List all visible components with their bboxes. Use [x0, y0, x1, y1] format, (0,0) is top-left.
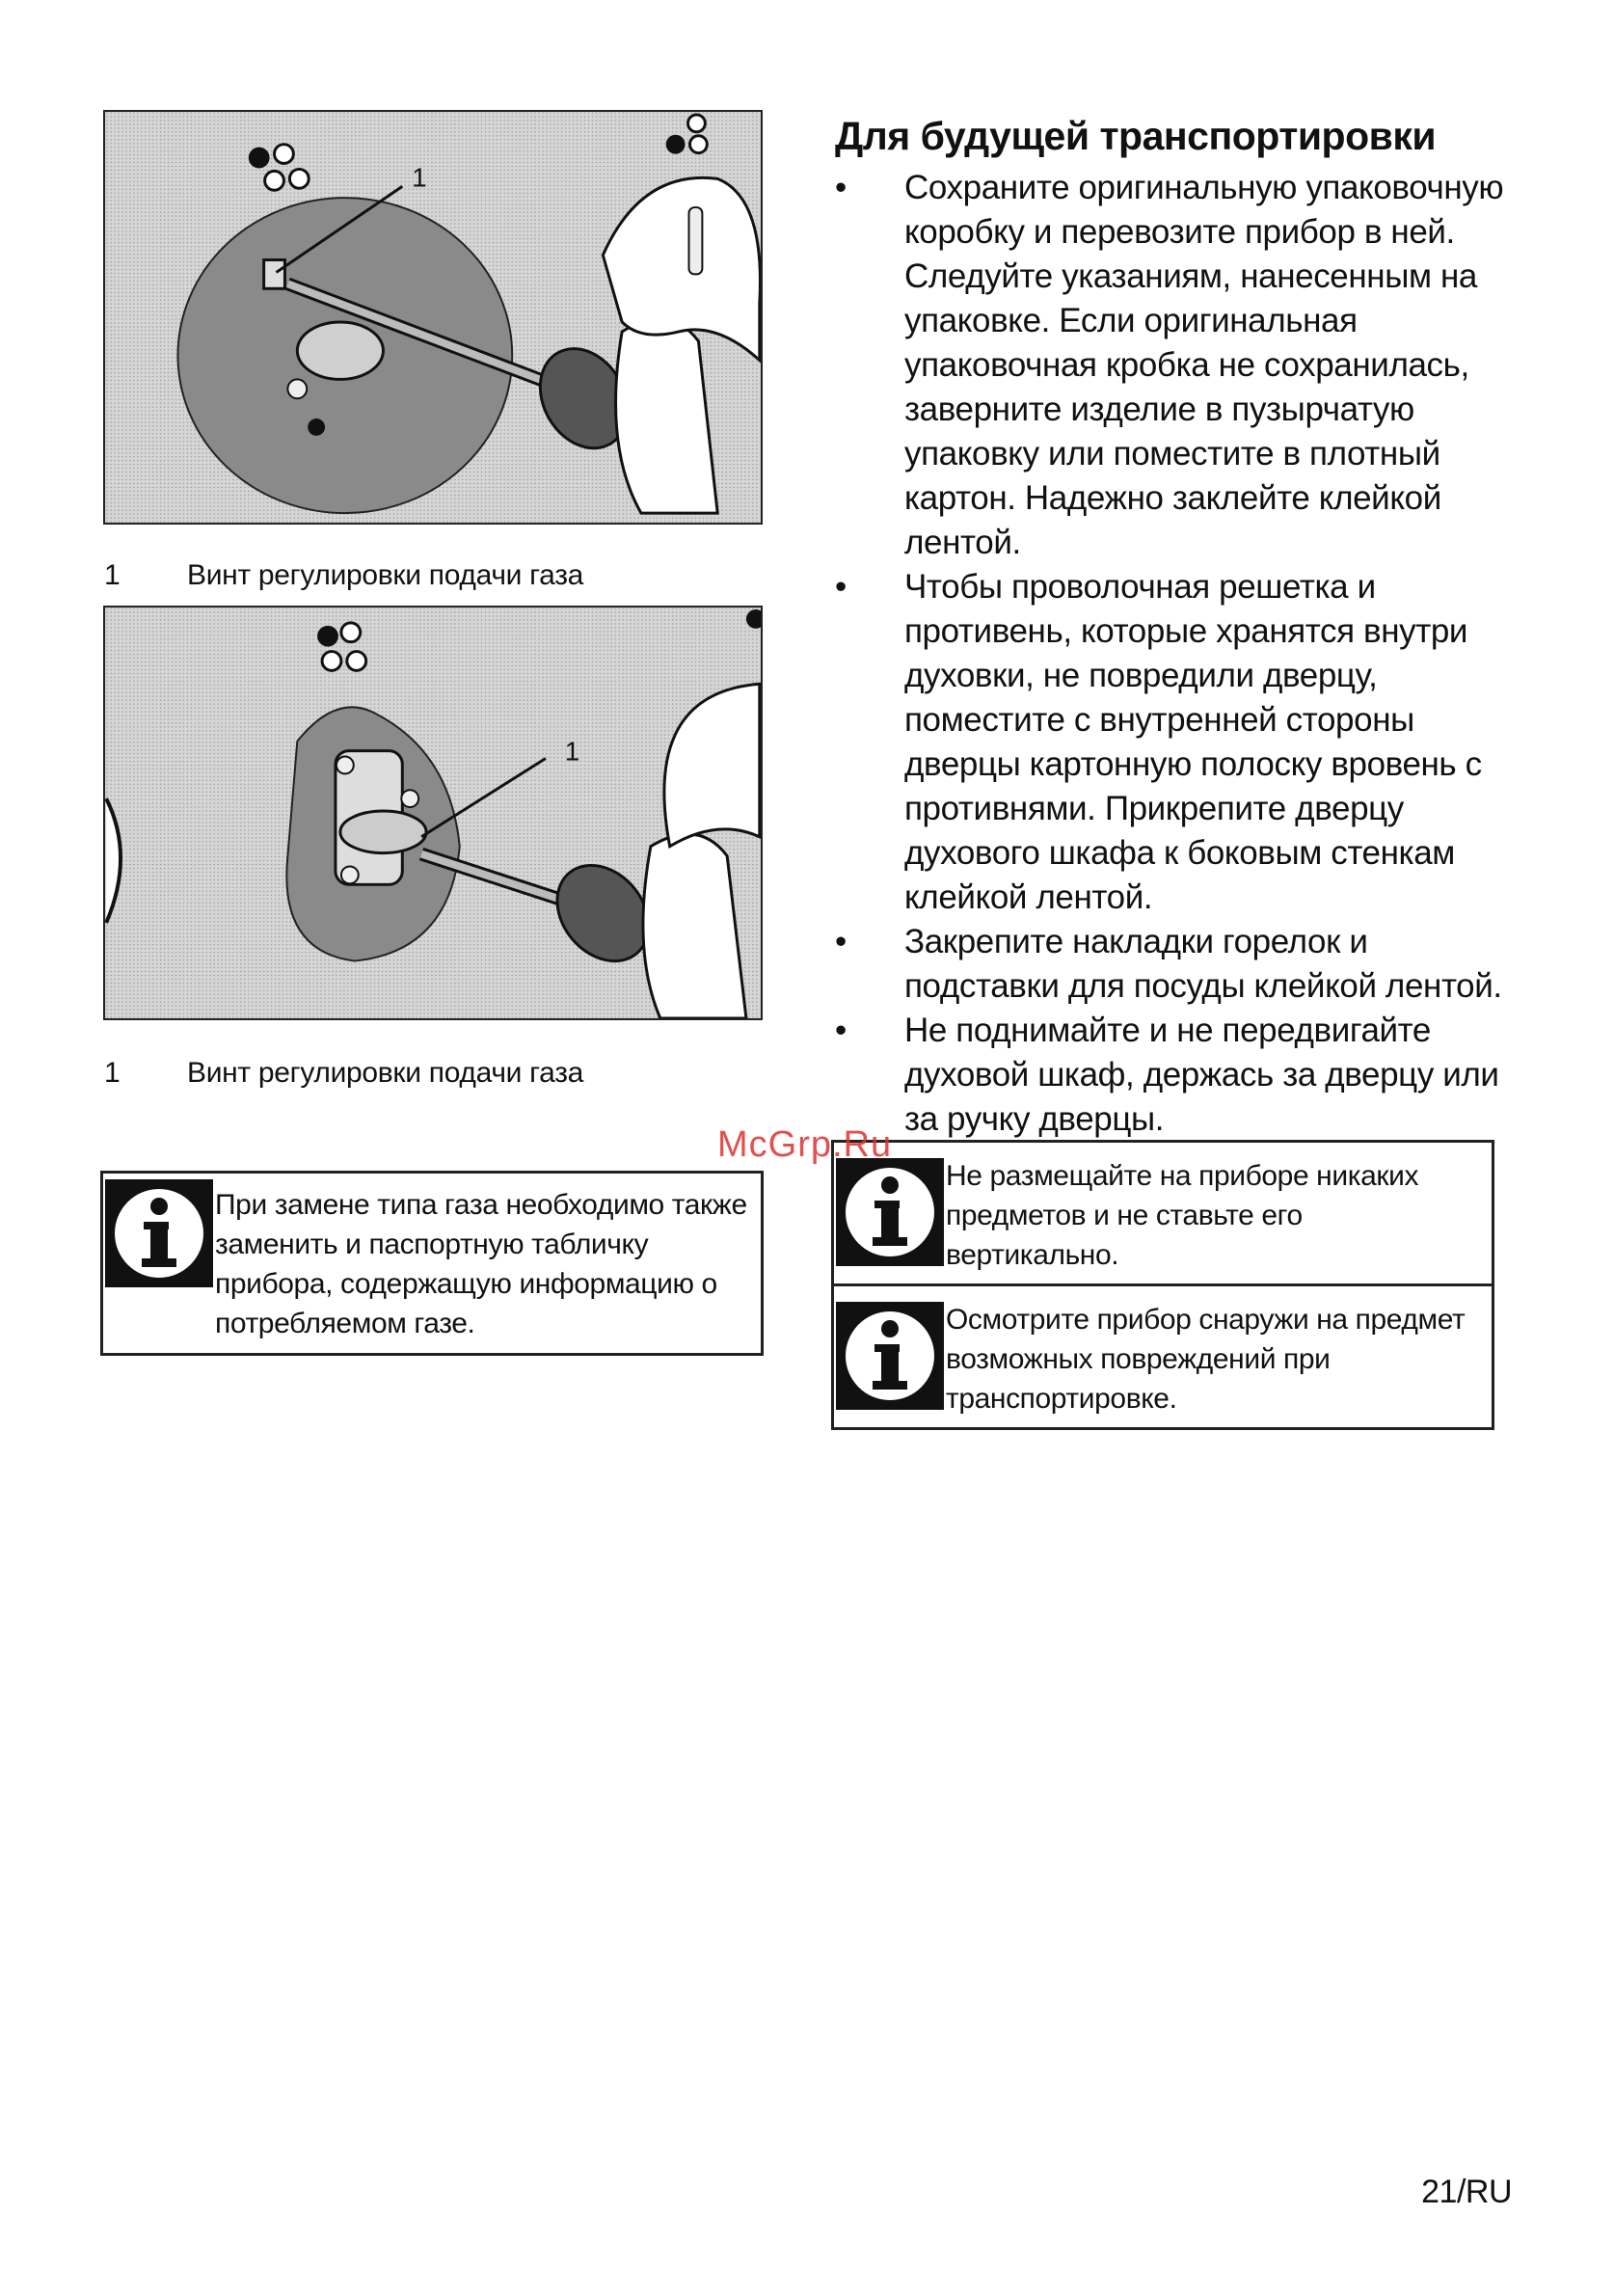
- inspection-note-line: транспортировке.: [946, 1383, 1177, 1415]
- placement-note-line: предметов и не ставьте его: [946, 1200, 1303, 1231]
- gas-note-line: заменить и паспортную табличку: [215, 1229, 649, 1260]
- info-icon: [836, 1302, 944, 1410]
- gas-note-line: прибора, содержащую информацию о: [215, 1268, 717, 1300]
- bullet-marker: •: [835, 923, 847, 960]
- page-number: 21/RU: [1421, 2174, 1512, 2210]
- bullet-marker: •: [835, 568, 847, 606]
- placement-note-line: вертикально.: [946, 1239, 1119, 1271]
- bullet-text: Чтобы проволочная решетка и противень, которые хранятся внутри духовки, не повредили дверцу, поместите с внутренней стороны дверцы картонную полоску вровень с противнями. Прикрепите дверцу духового шкафа к боковым стенкам клейкой лентой.: [904, 568, 1482, 916]
- figure-gas-screw-1: [103, 110, 763, 525]
- bullet-marker: •: [835, 169, 847, 206]
- watermark: McGrp.Ru: [717, 1124, 893, 1165]
- figure2-caption-number: 1: [104, 1057, 121, 1089]
- figure1-caption-number: 1: [104, 559, 121, 591]
- illustration-screwdriver-adjust-2: [105, 608, 761, 1018]
- figure1-callout: 1: [412, 162, 427, 193]
- figure-gas-screw-2: [103, 606, 763, 1020]
- list-item: [835, 1009, 1529, 1142]
- bullet-text: Не поднимайте и не передвигайте духовой шкаф, держась за дверцу или за ручку дверцы.: [904, 1012, 1499, 1138]
- gas-note-line: При замене типа газа необходимо также: [215, 1189, 747, 1221]
- placement-note-line: Не размещайте на приборе никаких: [946, 1160, 1419, 1192]
- figure2-callout: 1: [564, 736, 580, 767]
- bullet-text: Сохраните оригинальную упаковочную коробку и перевозите прибор в ней. Следуйте указаниям, нанесенным на упаковке. Если оригинальная упаковочная кробка не сохранилась, заверните изделие в пузырчатую упаковку или поместите в плотный картон. Надежно заклейте клейкой лентой.: [904, 169, 1504, 561]
- bullet-text: Закрепите накладки горелок и подставки для посуды клейкой лентой.: [904, 923, 1502, 1005]
- list-item: [835, 565, 1529, 920]
- info-icon: [105, 1179, 213, 1287]
- inspection-note-line: Осмотрите прибор снаружи на предмет: [946, 1304, 1466, 1336]
- illustration-screwdriver-adjust-1: [105, 112, 761, 523]
- list-item: [835, 166, 1529, 565]
- figure2-caption-text: Винт регулировки подачи газа: [187, 1057, 584, 1089]
- placement-note: [831, 1140, 1494, 1286]
- inspection-note: [831, 1283, 1494, 1430]
- list-item: [835, 920, 1529, 1009]
- transport-title: Для будущей транспортировки: [835, 114, 1437, 158]
- bullet-marker: •: [835, 1012, 847, 1049]
- gas-type-note: [100, 1171, 764, 1356]
- transport-bullets: [835, 166, 1529, 1142]
- gas-note-line: потребляемом газе.: [215, 1308, 475, 1339]
- figure1-caption-text: Винт регулировки подачи газа: [187, 559, 584, 591]
- info-icon: [836, 1158, 944, 1266]
- inspection-note-line: возможных повреждений при: [946, 1343, 1331, 1375]
